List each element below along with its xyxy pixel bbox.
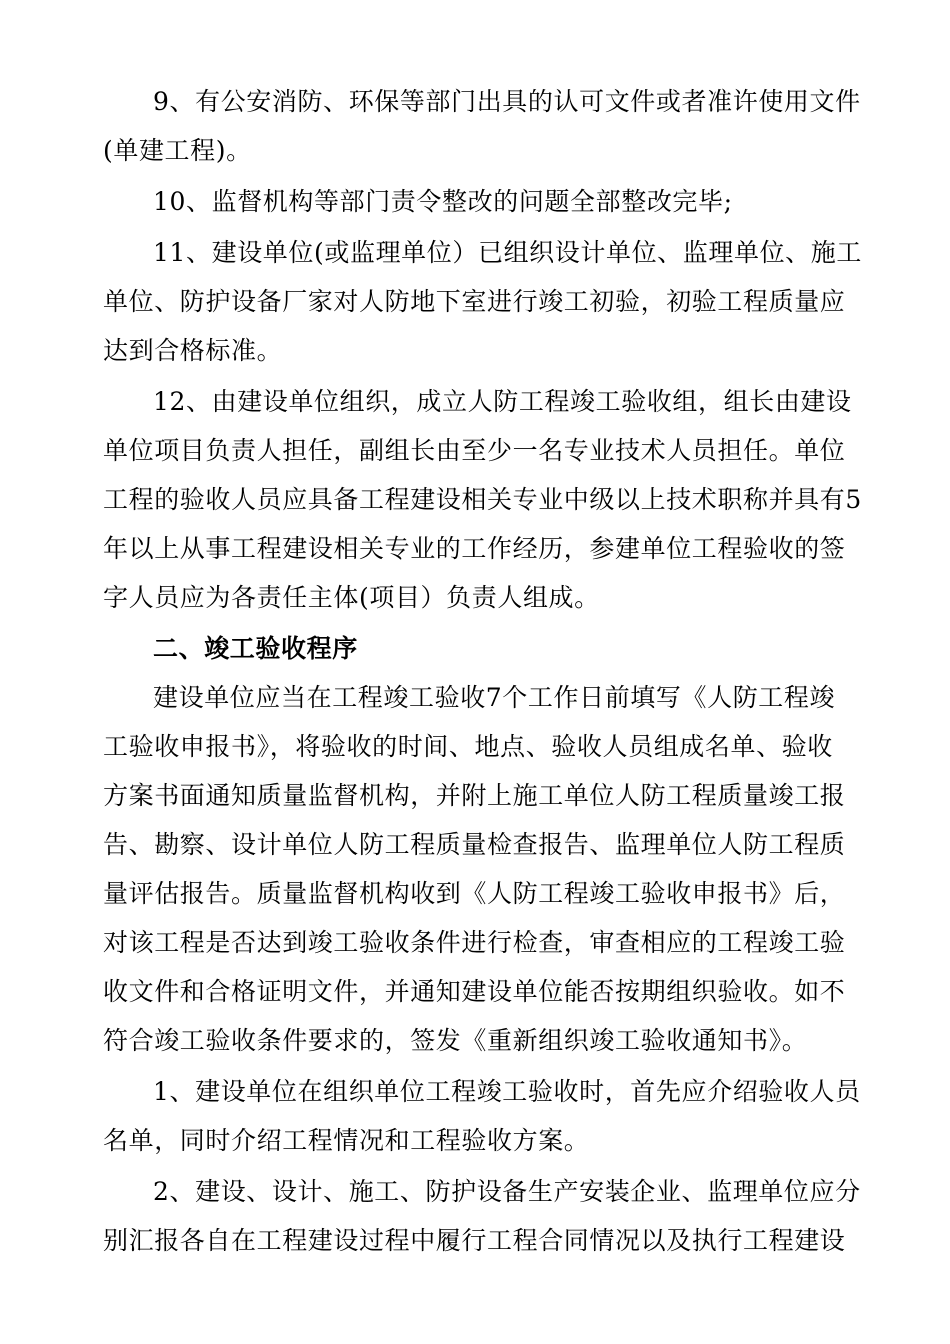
- text-line: 单位、防护设备厂家对人防地下室进行竣工初验，初验工程质量应: [103, 287, 846, 316]
- text-line: 字人员应为各责任主体(项目）负责人组成。: [103, 583, 600, 612]
- document-page: [103, 77, 862, 1265]
- text-line: 对该工程是否达到竣工验收条件进行检查，审查相应的工程竣工验: [103, 928, 846, 957]
- text-line: 达到合格标准。: [103, 336, 283, 365]
- text-line: 别汇报各自在工程建设过程中履行工程合同情况以及执行工程建设: [103, 1226, 846, 1255]
- text-line: 9、有公安消防、环保等部门出具的认可文件或者准许使用文件: [153, 87, 861, 116]
- text-line: (单建工程)。: [103, 136, 252, 165]
- text-line: 符合竣工验收条件要求的，签发《重新组织竣工验收通知书》。: [103, 1026, 808, 1055]
- text-line: 1、建设单位在组织单位工程竣工验收时，首先应介绍验收人员: [153, 1077, 861, 1106]
- text-line: 建设单位应当在工程竣工验收7个工作日前填写《人防工程竣: [153, 683, 836, 712]
- text-line: 工程的验收人员应具备工程建设相关专业中级以上技术职称并具有5: [103, 485, 862, 514]
- text-line: 工验收申报书》，将验收的时间、地点、验收人员组成名单、验收: [103, 732, 833, 761]
- text-line: 方案书面通知质量监督机构，并附上施工单位人防工程质量竣工报: [103, 781, 846, 810]
- section-heading: 二、竣工验收程序: [153, 634, 358, 663]
- text-line: 单位项目负责人担任，副组长由至少一名专业技术人员担任。单位: [103, 436, 846, 465]
- text-line: 2、建设、设计、施工、防护设备生产安装企业、监理单位应分: [153, 1177, 861, 1206]
- text-line: 年以上从事工程建设相关专业的工作经历，参建单位工程验收的签: [103, 534, 846, 563]
- text-line: 告、勘察、设计单位人防工程质量检查报告、监理单位人防工程质: [103, 830, 846, 859]
- text-line: 量评估报告。质量监督机构收到《人防工程竣工验收申报书》后，: [103, 879, 846, 908]
- text-line: 11、建设单位(或监理单位）已组织设计单位、监理单位、施工: [153, 238, 862, 267]
- text-line: 12、由建设单位组织，成立人防工程竣工验收组，组长由建设: [153, 387, 852, 416]
- text-line: 收文件和合格证明文件，并通知建设单位能否按期组织验收。如不: [103, 977, 846, 1006]
- text-line: 名单，同时介绍工程情况和工程验收方案。: [103, 1126, 590, 1155]
- text-line: 10、监督机构等部门责令整改的问题全部整改完毕;: [153, 187, 733, 216]
